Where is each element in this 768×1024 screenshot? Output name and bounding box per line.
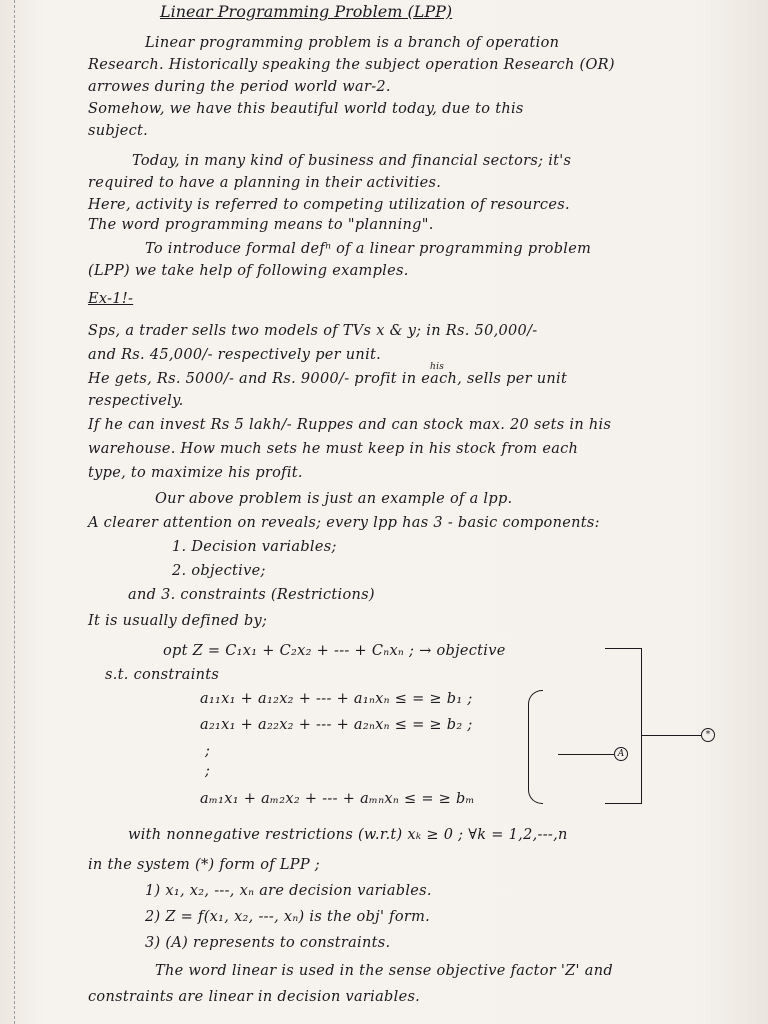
constraint-dots: ; <box>205 763 211 779</box>
list-item: 2) Z = f(x₁, x₂, ---, xₙ) is the obj' form. <box>145 909 431 925</box>
text-line: It is usually defined by; <box>88 613 268 629</box>
text-line: The word linear is used in the sense objective factor 'Z' and <box>155 963 613 979</box>
text-line: with nonnegative restrictions (w.r.t) xₖ ≥ 0 ; ∀k = 1,2,---,n <box>128 827 568 843</box>
constraint-line: a₂₁x₁ + a₂₂x₂ + --- + a₂ₙxₙ ≤ = ≥ b₂ ; <box>200 717 473 733</box>
objective-line: opt Z = C₁x₁ + C₂x₂ + --- + Cₙxₙ ; → objective <box>163 643 506 659</box>
margin-line <box>14 0 15 1024</box>
text-line: A clearer attention on reveals; every lpp has 3 - basic components: <box>88 515 600 531</box>
constraint-brace <box>528 690 543 804</box>
text-line: Our above problem is just an example of a lpp. <box>155 491 513 507</box>
text-line: Research. Historically speaking the subject operation Research (OR) <box>88 57 615 73</box>
text-line: (LPP) we take help of following examples. <box>88 263 409 279</box>
system-connector <box>641 735 701 736</box>
text-line: constraints are linear in decision variables. <box>88 989 421 1005</box>
example-heading: Ex-1!- <box>88 291 134 307</box>
list-item: 1) x₁, x₂, ---, xₙ are decision variables. <box>145 883 432 899</box>
constraint-line: aₘ₁x₁ + aₘ₂x₂ + --- + aₘₙxₙ ≤ = ≥ bₘ <box>200 791 475 807</box>
label-a-circle: A <box>614 747 628 761</box>
text-line: respectively. <box>88 393 184 409</box>
text-line: He gets, Rs. 5000/- and Rs. 9000/- profit in each, sells per unit <box>88 371 568 387</box>
list-item: 1. Decision variables; <box>172 539 337 555</box>
list-item: 3) (A) represents to constraints. <box>145 935 391 951</box>
page-title: Linear Programming Problem (LPP) <box>160 2 453 21</box>
system-brace <box>605 648 642 804</box>
text-line: To introduce formal defⁿ of a linear programming problem <box>145 241 592 257</box>
text-line: in the system (*) form of LPP ; <box>88 857 320 873</box>
text-line: Today, in many kind of business and financial sectors; it's <box>132 153 572 169</box>
list-item: 2. objective; <box>172 563 266 579</box>
text-line: type, to maximize his profit. <box>88 465 303 481</box>
superscript-his: his <box>430 362 445 372</box>
text-line: Somehow, we have this beautiful world today, due to this <box>88 101 524 117</box>
label-star-circle: * <box>701 728 715 742</box>
text-line: Sps, a trader sells two models of TVs x & y; in Rs. 50,000/- <box>88 323 538 339</box>
text-line: subject. <box>88 123 149 139</box>
text-line: arrowes during the period world war-2. <box>88 79 391 95</box>
text-line: The word programming means to "planning". <box>88 217 434 233</box>
text-line: s.t. constraints <box>105 667 220 683</box>
text-line: and Rs. 45,000/- respectively per unit. <box>88 347 382 363</box>
constraint-line: a₁₁x₁ + a₁₂x₂ + --- + a₁ₙxₙ ≤ = ≥ b₁ ; <box>200 691 473 707</box>
text-line: Here, activity is referred to competing utilization of resources. <box>88 197 570 213</box>
text-line: required to have a planning in their activities. <box>88 175 442 191</box>
constraint-dots: ; <box>205 743 211 759</box>
text-line: If he can invest Rs 5 lakh/- Ruppes and can stock max. 20 sets in his <box>88 417 612 433</box>
list-item: and 3. constraints (Restrictions) <box>128 587 375 603</box>
text-line: warehouse. How much sets he must keep in his stock from each <box>88 441 579 457</box>
text-line: Linear programming problem is a branch of operation <box>145 35 560 51</box>
